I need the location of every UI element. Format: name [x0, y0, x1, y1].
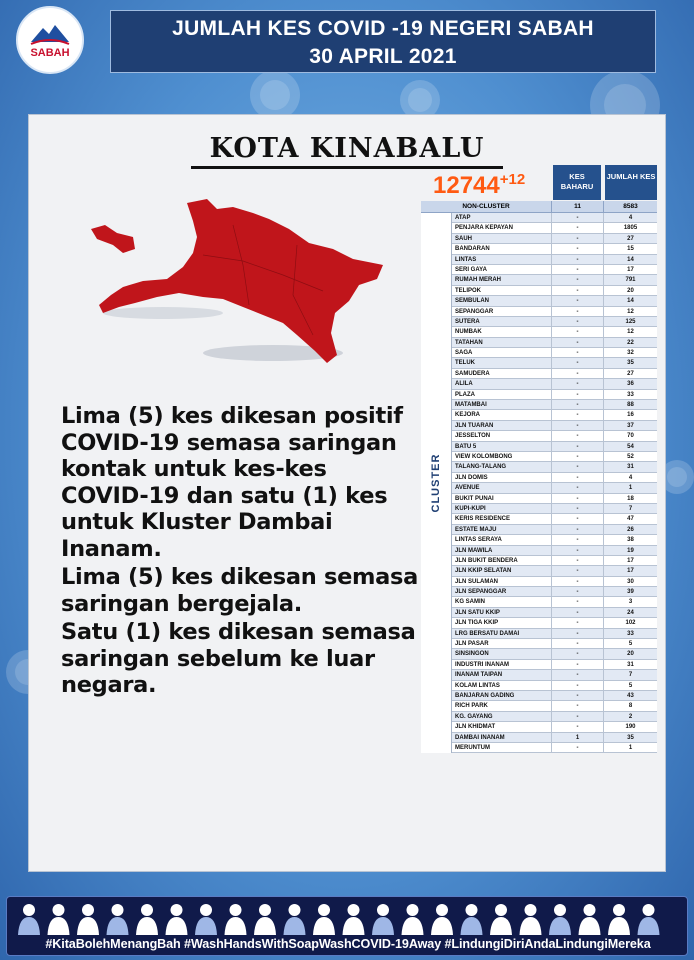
cluster-new-cases: -	[551, 577, 603, 586]
person-icon	[225, 904, 247, 935]
cluster-total-cases: 26	[603, 525, 657, 534]
cluster-total-cases: 18	[603, 494, 657, 503]
cluster-new-cases: -	[551, 670, 603, 679]
cluster-total-cases: 43	[603, 691, 657, 700]
cluster-name: KUPI-KUPI	[455, 505, 486, 512]
cluster-total-cases: 20	[603, 286, 657, 295]
cluster-total-cases: 1805	[603, 223, 657, 232]
person-icon	[461, 904, 483, 935]
cluster-total-cases: 14	[603, 296, 657, 305]
cluster-new-cases: -	[551, 348, 603, 357]
cluster-total-cases: 24	[603, 608, 657, 617]
cluster-new-cases: -	[551, 660, 603, 669]
cluster-name: JLN MAWILA	[455, 547, 493, 554]
cluster-new-cases: -	[551, 338, 603, 347]
cluster-total-cases: 32	[603, 348, 657, 357]
cluster-new-cases: -	[551, 462, 603, 471]
cluster-total-cases: 33	[603, 390, 657, 399]
cluster-total-cases: 4	[603, 213, 657, 222]
cluster-label-text: CLUSTER	[430, 453, 442, 513]
person-icon	[313, 904, 335, 935]
cluster-name: JLN TUARAN	[455, 422, 494, 429]
cluster-name: KG. GAYANG	[455, 713, 493, 720]
cluster-name: AVENUE	[455, 485, 480, 492]
cluster-new-cases: -	[551, 296, 603, 305]
cluster-name: ATAP	[455, 215, 471, 221]
cluster-new-cases: -	[551, 234, 603, 243]
cluster-name: TATAHAN	[455, 339, 483, 346]
table-row	[452, 587, 657, 597]
table-row	[452, 733, 657, 743]
cluster-section	[421, 213, 657, 753]
table-row	[452, 556, 657, 566]
cluster-total-cases: 1	[603, 483, 657, 492]
cluster-name: BUKIT PUNAI	[455, 495, 494, 502]
district-total-cases	[433, 171, 525, 200]
cluster-total-cases: 36	[603, 379, 657, 388]
person-icon	[254, 904, 276, 935]
cluster-name: ALILA	[455, 381, 473, 388]
non-cluster-total: 8583	[603, 201, 657, 212]
cluster-name: INANAM TAIPAN	[455, 672, 503, 679]
cluster-new-cases: -	[551, 452, 603, 461]
kota-kinabalu-map	[83, 195, 393, 375]
cluster-name: DAMBAI INANAM	[455, 734, 505, 741]
table-row	[452, 712, 657, 722]
cluster-name: JLN KKIP SELATAN	[455, 568, 512, 575]
cluster-name: JLN KHIDMAT	[455, 724, 496, 731]
table-row	[452, 701, 657, 711]
cluster-total-cases: 52	[603, 452, 657, 461]
cluster-new-cases: -	[551, 535, 603, 544]
table-row	[452, 618, 657, 628]
table-row	[452, 369, 657, 379]
cluster-total-cases: 17	[603, 556, 657, 565]
table-row	[452, 244, 657, 254]
cluster-table	[421, 201, 657, 753]
person-icon	[520, 904, 542, 935]
person-icon	[166, 904, 188, 935]
cluster-total-cases: 102	[603, 618, 657, 627]
cluster-total-cases: 70	[603, 431, 657, 440]
cluster-name: KEJORA	[455, 412, 481, 419]
cluster-new-cases: -	[551, 743, 603, 752]
cluster-new-cases: -	[551, 379, 603, 388]
table-row	[452, 670, 657, 680]
cluster-name: INDUSTRI INANAM	[455, 661, 509, 668]
summary-paragraph-3: Satu (1) kes dikesan semasa saringan sebelum ke luar negara.	[61, 619, 416, 698]
campaign-footer	[6, 896, 688, 956]
cluster-total-cases: 125	[603, 317, 657, 326]
table-row	[452, 338, 657, 348]
cluster-total-cases: 12	[603, 307, 657, 316]
cluster-total-cases: 22	[603, 338, 657, 347]
summary-paragraph-2: Lima (5) kes dikesan semasa saringan bergejala.	[61, 564, 419, 617]
cluster-new-cases: -	[551, 473, 603, 482]
report-date: 30 APRIL 2021	[309, 45, 457, 68]
table-row	[452, 504, 657, 514]
cluster-total-cases: 88	[603, 400, 657, 409]
cluster-rows	[452, 213, 657, 753]
hashtag-banner: #KitaBolehMenangBah #WashHandsWithSoapWashCOVID-19Away #LindungiDiriAndaLindungiMereka	[45, 937, 651, 951]
cluster-new-cases: -	[551, 400, 603, 409]
cluster-total-cases: 19	[603, 546, 657, 555]
cluster-name: JLN TIGA KKIP	[455, 620, 499, 627]
table-row	[452, 535, 657, 545]
case-summary	[61, 403, 421, 701]
column-header-total-cases: JUMLAH KES	[605, 165, 657, 200]
page-header	[110, 10, 656, 73]
sabah-logo	[16, 6, 84, 74]
table-row	[452, 390, 657, 400]
cluster-name: ESTATE MAJU	[455, 526, 497, 533]
cluster-new-cases: -	[551, 701, 603, 710]
cluster-new-cases: -	[551, 504, 603, 513]
cluster-new-cases: -	[551, 213, 603, 222]
cluster-name: SUTERA	[455, 318, 480, 325]
cluster-new-cases: -	[551, 244, 603, 253]
table-row	[452, 639, 657, 649]
table-row	[452, 296, 657, 306]
district-panel	[28, 114, 666, 872]
cluster-new-cases: -	[551, 317, 603, 326]
cluster-new-cases: -	[551, 525, 603, 534]
table-row	[452, 660, 657, 670]
cluster-total-cases: 17	[603, 566, 657, 575]
cluster-new-cases: -	[551, 410, 603, 419]
table-row	[452, 431, 657, 441]
district-name: KOTA KINABALU	[191, 133, 503, 169]
cluster-new-cases: -	[551, 618, 603, 627]
table-row	[452, 234, 657, 244]
table-row	[452, 442, 657, 452]
page-title: JUMLAH KES COVID -19 NEGERI SABAH	[172, 17, 594, 40]
table-row	[452, 608, 657, 618]
cluster-new-cases: -	[551, 712, 603, 721]
cluster-name: SEPANGGAR	[455, 308, 494, 315]
cluster-total-cases: 7	[603, 670, 657, 679]
cluster-new-cases: -	[551, 494, 603, 503]
table-row	[452, 410, 657, 420]
cluster-name: TELIPOK	[455, 287, 482, 294]
cluster-name: TALANG-TALANG	[455, 464, 507, 471]
cluster-new-cases: -	[551, 514, 603, 523]
person-icon	[549, 904, 571, 935]
table-row	[452, 452, 657, 462]
cluster-total-cases: 47	[603, 514, 657, 523]
person-icon	[284, 904, 306, 935]
total-cases-value: 12744	[433, 172, 500, 199]
person-icon	[77, 904, 99, 935]
table-row	[452, 494, 657, 504]
cluster-total-cases: 16	[603, 410, 657, 419]
cluster-new-cases: -	[551, 421, 603, 430]
table-row	[452, 421, 657, 431]
cluster-total-cases: 5	[603, 681, 657, 690]
table-row	[452, 597, 657, 607]
cluster-new-cases: 1	[551, 733, 603, 742]
cluster-name: KG SAMIN	[455, 599, 485, 606]
new-cases-value: +12	[499, 171, 526, 188]
cluster-total-cases: 33	[603, 629, 657, 638]
table-row	[452, 743, 657, 753]
cluster-new-cases: -	[551, 649, 603, 658]
cluster-new-cases: -	[551, 629, 603, 638]
table-row	[452, 265, 657, 275]
cluster-new-cases: -	[551, 255, 603, 264]
cluster-total-cases: 3	[603, 597, 657, 606]
cluster-name: PLAZA	[455, 391, 475, 398]
cluster-total-cases: 27	[603, 369, 657, 378]
table-row	[452, 629, 657, 639]
cluster-name: SEMBULAN	[455, 298, 489, 305]
cluster-name: JLN SEPANGGAR	[455, 589, 507, 596]
person-icon	[579, 904, 601, 935]
table-row	[452, 649, 657, 659]
table-row	[452, 348, 657, 358]
column-header-new-cases: KES BAHARU	[553, 165, 601, 200]
cluster-total-cases: 27	[603, 234, 657, 243]
cluster-name: PENJARA KEPAYAN	[455, 225, 513, 232]
cluster-total-cases: 20	[603, 649, 657, 658]
cluster-name: SAMUDERA	[455, 370, 490, 377]
cluster-total-cases: 15	[603, 244, 657, 253]
cluster-name: SINSINGON	[455, 651, 489, 658]
cluster-total-cases: 14	[603, 255, 657, 264]
cluster-total-cases: 31	[603, 660, 657, 669]
cluster-name: RICH PARK	[455, 703, 488, 710]
table-row	[452, 255, 657, 265]
cluster-new-cases: -	[551, 275, 603, 284]
cluster-new-cases: -	[551, 597, 603, 606]
mountain-logo-icon	[29, 22, 71, 46]
table-row	[452, 400, 657, 410]
cluster-name: SAUH	[455, 235, 473, 242]
cluster-name: KERIS RESIDENCE	[455, 516, 511, 523]
cluster-name: JLN SULAMAN	[455, 578, 498, 585]
cluster-new-cases: -	[551, 608, 603, 617]
cluster-name: BANDARAN	[455, 246, 490, 253]
table-row	[452, 462, 657, 472]
table-row	[452, 358, 657, 368]
person-icon	[638, 904, 660, 935]
cluster-name: LINTAS	[455, 256, 477, 263]
cluster-total-cases: 12	[603, 327, 657, 336]
table-row	[452, 525, 657, 535]
table-row	[452, 317, 657, 327]
cluster-name: KOLAM LINTAS	[455, 682, 500, 689]
person-icon	[402, 904, 424, 935]
cluster-new-cases: -	[551, 691, 603, 700]
person-icon	[372, 904, 394, 935]
cluster-total-cases: 35	[603, 733, 657, 742]
table-row	[452, 286, 657, 296]
table-row	[452, 514, 657, 524]
cluster-name: MERUNTUM	[455, 744, 490, 751]
cluster-total-cases: 4	[603, 473, 657, 482]
cluster-total-cases: 1	[603, 743, 657, 752]
table-row	[452, 722, 657, 732]
cluster-total-cases: 31	[603, 462, 657, 471]
cluster-total-cases: 7	[603, 504, 657, 513]
virus-decoration	[250, 70, 300, 120]
cluster-name: VIEW KOLOMBONG	[455, 453, 513, 460]
table-row	[452, 546, 657, 556]
person-icon	[18, 904, 40, 935]
person-icon	[136, 904, 158, 935]
person-icon	[490, 904, 512, 935]
summary-paragraph-1: Lima (5) kes dikesan positif COVID-19 semasa saringan kontak untuk kes-kes COVID-19 dan satu (1) kes untuk Kluster Dambai Inanam.	[61, 403, 403, 562]
person-icon	[107, 904, 129, 935]
cluster-new-cases: -	[551, 369, 603, 378]
cluster-name: TELUK	[455, 360, 475, 367]
table-row	[452, 566, 657, 576]
person-icon	[343, 904, 365, 935]
cluster-new-cases: -	[551, 265, 603, 274]
table-row	[452, 223, 657, 233]
cluster-name: NUMBAK	[455, 329, 482, 336]
table-row	[452, 213, 657, 223]
cluster-name: JLN PASAR	[455, 641, 489, 648]
table-row	[452, 275, 657, 285]
cluster-total-cases: 5	[603, 639, 657, 648]
table-row	[452, 473, 657, 483]
table-row	[452, 691, 657, 701]
cluster-name: MATAMBAI	[455, 402, 487, 409]
cluster-new-cases: -	[551, 358, 603, 367]
cluster-new-cases: -	[551, 722, 603, 731]
cluster-new-cases: -	[551, 327, 603, 336]
cluster-name: JLN DOMIS	[455, 474, 488, 481]
cluster-new-cases: -	[551, 639, 603, 648]
cluster-total-cases: 791	[603, 275, 657, 284]
person-icon	[431, 904, 453, 935]
cluster-total-cases: 190	[603, 722, 657, 731]
table-row	[452, 577, 657, 587]
cluster-total-cases: 39	[603, 587, 657, 596]
cluster-name: RUMAH MERAH	[455, 277, 501, 284]
cluster-new-cases: -	[551, 442, 603, 451]
cluster-new-cases: -	[551, 307, 603, 316]
table-row	[452, 483, 657, 493]
non-cluster-new: 11	[551, 201, 603, 212]
cluster-total-cases: 38	[603, 535, 657, 544]
cluster-new-cases: -	[551, 390, 603, 399]
cluster-total-cases: 54	[603, 442, 657, 451]
table-row	[452, 681, 657, 691]
cluster-new-cases: -	[551, 286, 603, 295]
frontliner-figures	[7, 899, 688, 935]
cluster-name: JESSELTON	[455, 433, 491, 440]
cluster-name: LINTAS SERAYA	[455, 537, 502, 544]
cluster-new-cases: -	[551, 556, 603, 565]
cluster-name: JLN BUKIT BENDERA	[455, 557, 518, 564]
cluster-new-cases: -	[551, 431, 603, 440]
cluster-new-cases: -	[551, 223, 603, 232]
cluster-name: BANJARAN GADING	[455, 692, 515, 699]
table-row	[452, 327, 657, 337]
cluster-name: JLN SATU KKIP	[455, 609, 500, 616]
cluster-new-cases: -	[551, 587, 603, 596]
cluster-name: SERI GAYA	[455, 266, 487, 273]
cluster-new-cases: -	[551, 566, 603, 575]
person-icon	[608, 904, 630, 935]
cluster-label	[421, 213, 452, 753]
cluster-total-cases: 17	[603, 265, 657, 274]
cluster-total-cases: 8	[603, 701, 657, 710]
cluster-new-cases: -	[551, 546, 603, 555]
cluster-name: SAGA	[455, 350, 473, 357]
cluster-total-cases: 37	[603, 421, 657, 430]
table-row	[452, 379, 657, 389]
cluster-new-cases: -	[551, 681, 603, 690]
table-row	[452, 307, 657, 317]
cluster-name: BATU 5	[455, 443, 477, 450]
person-icon	[195, 904, 217, 935]
cluster-total-cases: 30	[603, 577, 657, 586]
cluster-new-cases: -	[551, 483, 603, 492]
cluster-total-cases: 35	[603, 358, 657, 367]
non-cluster-row	[421, 201, 657, 213]
logo-text: SABAH	[30, 46, 70, 59]
non-cluster-name: NON-CLUSTER	[462, 203, 510, 210]
cluster-name: LRG BERSATU DAMAI	[455, 630, 520, 637]
person-icon	[48, 904, 70, 935]
cluster-total-cases: 2	[603, 712, 657, 721]
